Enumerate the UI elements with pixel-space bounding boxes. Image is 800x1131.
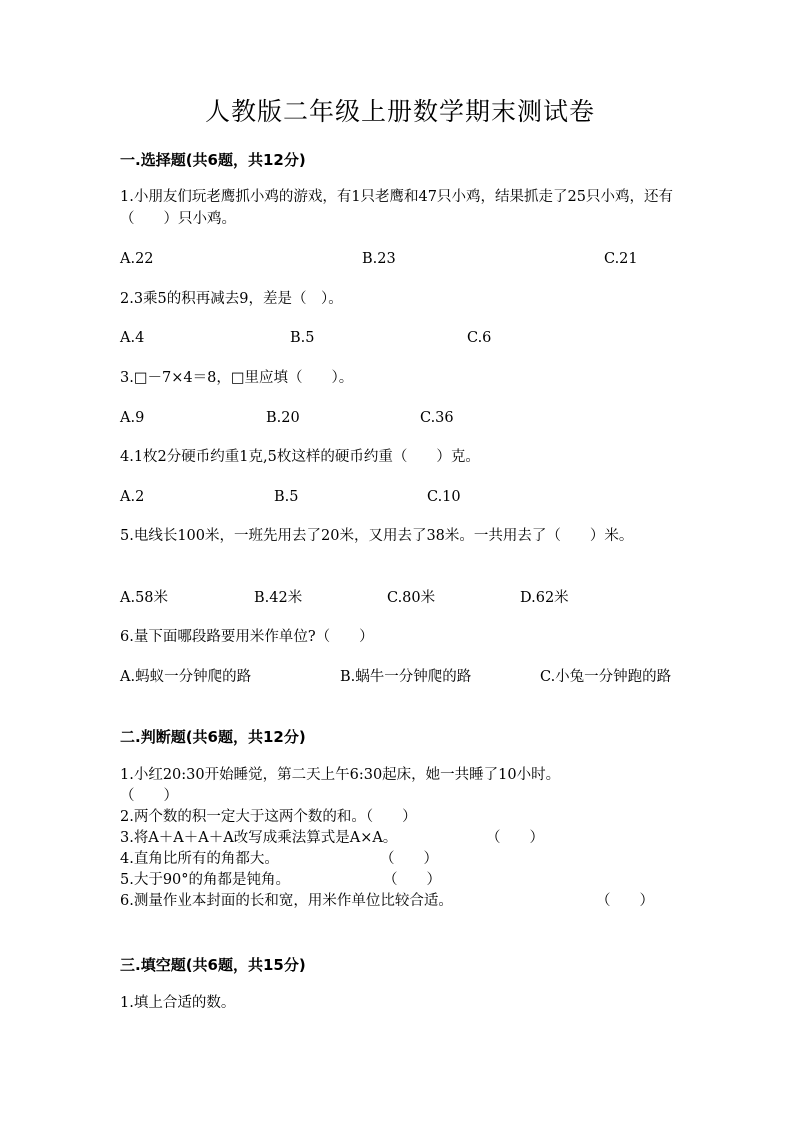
option-4c: C.10 bbox=[427, 489, 461, 505]
judge-item-2: 2.两个数的积一定大于这两个数的和。（ ） bbox=[120, 809, 417, 825]
question-1: 1.小朋友们玩老鹰抓小鸡的游戏，有1只老鹰和47只小鸡，结果抓走了25只小鸡，还有（ ）只小鸡。 bbox=[120, 189, 673, 227]
option-5b: B.42米 bbox=[254, 590, 303, 606]
question-5: 5.电线长100米，一班先用去了20米，又用去了38米。一共用去了（ ）米。 bbox=[120, 528, 634, 544]
option-1b: B.23 bbox=[362, 251, 396, 267]
judge-item-4-blank: （ ） bbox=[380, 851, 438, 867]
question-4: 4.1枚2分硬币约重1克,5枚这样的硬币约重（ ）克。 bbox=[120, 449, 480, 465]
question-3: 3.□－7×4＝8，□里应填（ ）。 bbox=[120, 370, 354, 386]
judge-item-1-blank: （ ） bbox=[120, 788, 178, 804]
section-heading-judge: 二.判断题(共6题，共12分) bbox=[120, 728, 306, 746]
option-5c: C.80米 bbox=[387, 590, 436, 606]
option-3b: B.20 bbox=[266, 410, 300, 426]
judge-item-4: 4.直角比所有的角都大。 bbox=[120, 851, 279, 867]
judge-item-1: 1.小红20:30开始睡觉，第二天上午6:30起床，她一共睡了10小时。 bbox=[120, 767, 561, 783]
option-6c: C.小兔一分钟跑的路 bbox=[540, 669, 672, 685]
question-6: 6.量下面哪段路要用米作单位?（ ） bbox=[120, 629, 374, 645]
option-5a: A.58米 bbox=[120, 590, 169, 606]
section-heading-fill: 三.填空题(共6题，共15分) bbox=[120, 956, 306, 974]
option-1a: A.22 bbox=[120, 251, 154, 267]
option-4b: B.5 bbox=[274, 489, 299, 505]
judge-item-6: 6.测量作业本封面的长和宽，用米作单位比较合适。 bbox=[120, 893, 453, 909]
page-title: 人教版二年级上册数学期末测试卷 bbox=[204, 97, 595, 126]
option-4a: A.2 bbox=[120, 489, 145, 505]
option-5d: D.62米 bbox=[520, 590, 569, 606]
option-6a: A.蚂蚁一分钟爬的路 bbox=[120, 669, 252, 685]
fill-question-1: 1.填上合适的数。 bbox=[120, 995, 236, 1011]
option-2c: C.6 bbox=[467, 330, 492, 346]
option-3a: A.9 bbox=[120, 410, 145, 426]
question-2: 2.3乘5的积再减去9，差是（ ）。 bbox=[120, 291, 343, 307]
judge-item-5-blank: （ ） bbox=[383, 872, 441, 888]
judge-item-5: 5.大于90°的角都是钝角。 bbox=[120, 872, 291, 888]
option-2a: A.4 bbox=[120, 330, 145, 346]
judge-item-6-blank: （ ） bbox=[596, 893, 654, 909]
judge-item-3: 3.将A＋A＋A＋A改写成乘法算式是A×A。 bbox=[120, 830, 398, 846]
option-6b: B.蜗牛一分钟爬的路 bbox=[340, 669, 472, 685]
judge-item-3-blank: （ ） bbox=[486, 830, 544, 846]
option-2b: B.5 bbox=[290, 330, 315, 346]
option-3c: C.36 bbox=[420, 410, 454, 426]
option-1c: C.21 bbox=[604, 251, 638, 267]
section-heading-choice: 一.选择题(共6题，共12分) bbox=[120, 151, 306, 169]
